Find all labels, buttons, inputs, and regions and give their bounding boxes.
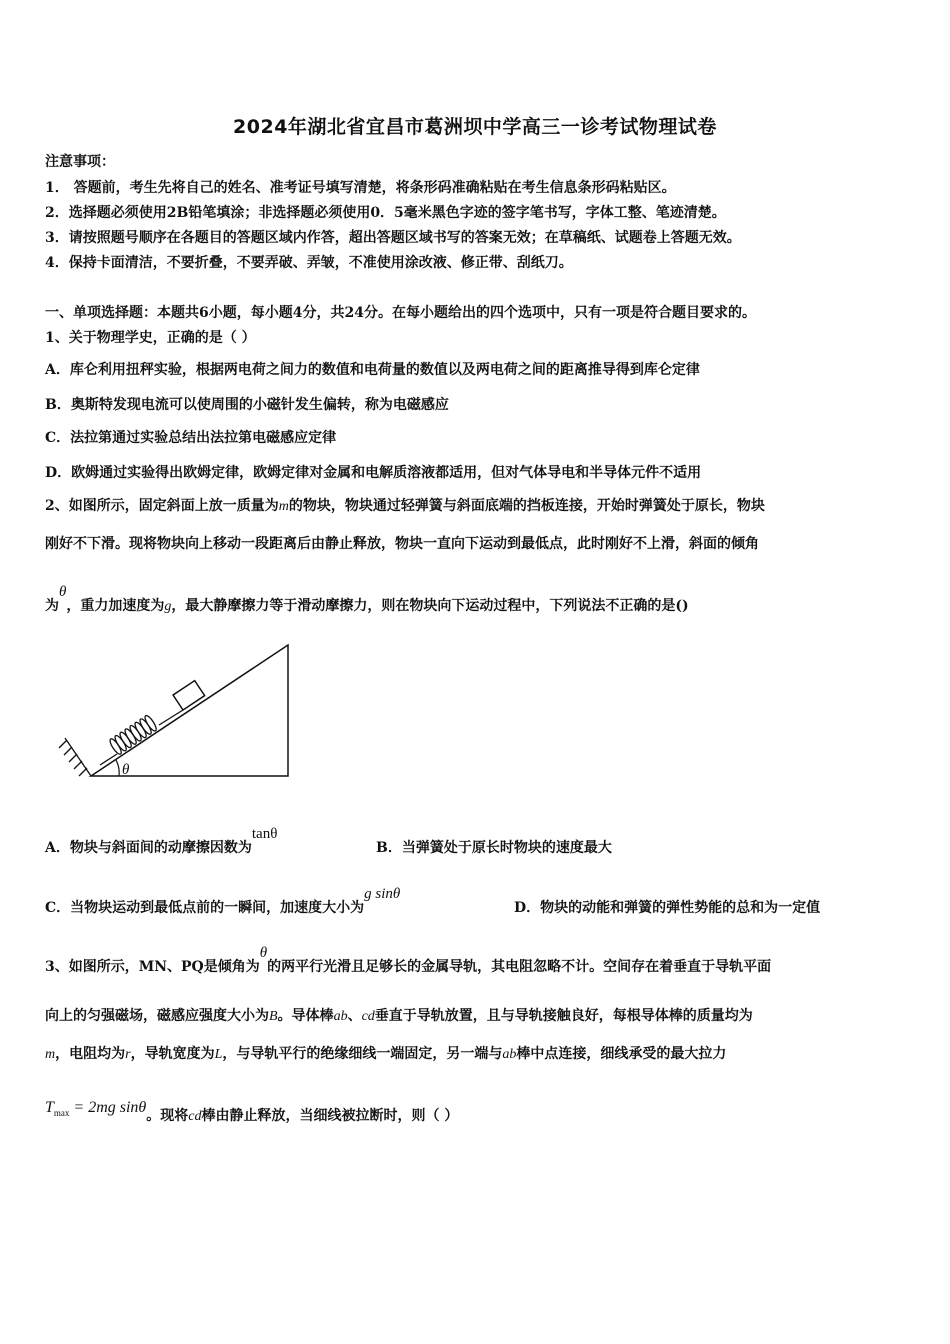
page-title: 2024年湖北省宜昌市葛洲坝中学高三一诊考试物理试卷 (233, 116, 717, 138)
block (173, 681, 205, 710)
section-heading: 一、单项选择题：本题共6小题，每小题4分，共24分。在每小题给出的四个选项中，只有一项是符合题目要求的。 (45, 305, 756, 321)
question-2-line-3 (45, 584, 689, 617)
q3-text: 向上的匀强磁场，磁感应强度大小为 (45, 1008, 269, 1024)
question-1-option-c: C．法拉第通过实验总结出法拉第电磁感应定律 (45, 430, 337, 446)
q2-option-c-text: C．当物块运动到最低点前的一瞬间，加速度大小为 (45, 900, 365, 916)
question-2-line-1 (45, 496, 765, 517)
q2-text: 为 (45, 598, 59, 614)
q3-text: 、 (347, 1008, 362, 1024)
q3-var-ab: ab (502, 1047, 517, 1062)
q3-text: ，导轨宽度为 (130, 1046, 215, 1062)
q3-var-ab: ab (333, 1009, 348, 1024)
q2-text: 的物块，物块通过轻弹簧与斜面底端的挡板连接，开始时弹簧处于原长，物块 (288, 498, 765, 514)
q3-var-l: L (214, 1047, 223, 1062)
q3-var-cd: cd (361, 1009, 375, 1024)
notice-item-3: 3．请按照题号顺序在各题目的答题区域内作答，超出答题区域书写的答案无效；在草稿纸、试题卷上答题无效。 (45, 230, 741, 246)
incline-spring-figure (55, 640, 295, 780)
question-3-line-2 (45, 1006, 753, 1027)
q3-text: ，与导轨平行的绝缘细线一端固定，另一端与 (222, 1046, 503, 1062)
question-2-option-c (45, 886, 401, 918)
q3-text: 3、如图所示，MN、PQ是倾角为 (45, 959, 260, 975)
angle-label: θ (122, 762, 130, 778)
q3-text: 。现将 (146, 1108, 189, 1124)
q2-text: ，最大静摩擦力等于滑动摩擦力，则在物块向下运动过程中，下列说法不正确的是() (171, 598, 689, 614)
question-2-option-d: D．物块的动能和弹簧的弹性势能的总和为一定值 (514, 900, 821, 916)
tmax-expression: = 2mg sinθ (69, 1099, 147, 1116)
question-3-line-1 (45, 945, 772, 977)
angle-arc (116, 760, 119, 776)
q3-text: 的两平行光滑且足够长的金属导轨，其电阻忽略不计。空间存在着垂直于导轨平面 (267, 959, 772, 975)
question-2-option-b: B．当弹簧处于原长时物块的速度最大 (376, 840, 612, 856)
q3-var-m: m (45, 1047, 56, 1062)
question-2-option-a (45, 826, 278, 858)
question-1-stem: 1、关于物理学史，正确的是（ ） (45, 330, 256, 346)
q3-text: 棒中点连接，细线承受的最大拉力 (516, 1046, 727, 1062)
q2-option-a-formula: tanθ (251, 826, 278, 842)
q3-text: 。导体棒 (277, 1008, 334, 1024)
q2-var-g: g (164, 599, 172, 614)
spring (108, 714, 158, 756)
question-1-option-a: A．库仑利用扭秤实验，根据两电荷之间力的数值和电荷量的数值以及两电荷之间的距离推导得到库仑定律 (45, 362, 700, 378)
q2-var-theta: θ (59, 584, 67, 600)
notice-item-2: 2．选择题必须使用2B铅笔填涂；非选择题必须使用0．5毫米黑色字迹的签字笔书写，字体工整、笔迹清楚。 (45, 205, 726, 221)
question-1-option-d: D．欧姆通过实验得出欧姆定律，欧姆定律对金属和电解质溶液都适用，但对气体导电和半导体元件不适用 (45, 465, 702, 481)
question-2-line-2: 刚好不下滑。现将物块向上移动一段距离后由静止释放，物块一直向下运动到最低点，此时刚好不上滑，斜面的倾角 (45, 536, 759, 552)
tmax-formula (45, 1099, 147, 1119)
q2-var-m: m (278, 499, 289, 514)
wall-hatch (59, 738, 91, 776)
incline (91, 645, 288, 776)
question-1-option-b: B．奥斯特发现电流可以使周围的小磁针发生偏转，称为电磁感应 (45, 397, 449, 413)
q3-var-theta: θ (259, 945, 268, 961)
notice-item-4: 4．保持卡面清洁，不要折叠，不要弄破、弄皱，不准使用涂改液、修正带、刮纸刀。 (45, 255, 573, 271)
notice-heading: 注意事项： (45, 154, 115, 170)
q2-option-c-formula: g sinθ (364, 886, 401, 902)
question-3-line-4 (45, 1099, 459, 1131)
question-3-line-3 (45, 1044, 726, 1065)
q3-var-cd: cd (188, 1109, 202, 1124)
q2-text: 2、如图所示，固定斜面上放一质量为 (45, 498, 279, 514)
q3-text: 垂直于导轨放置，且与导轨接触良好，每根导体棒的质量均为 (374, 1008, 753, 1024)
q3-var-r: r (125, 1047, 131, 1062)
tmax-subscript: max (53, 1108, 70, 1119)
notice-item-1: 1． 答题前，考生先将自己的姓名、准考证号填写清楚，将条形码准确粘贴在考生信息条形码粘贴区。 (45, 180, 676, 196)
q2-text: ，重力加速度为 (66, 598, 165, 614)
tmax-symbol: T (45, 1099, 54, 1116)
q3-text: 棒由静止释放，当细线被拉断时，则（ ） (201, 1108, 459, 1124)
q3-text: ，电阻均为 (55, 1046, 126, 1062)
q2-option-a-text: A．物块与斜面间的动摩擦因数为 (45, 840, 252, 856)
q3-var-b: B (269, 1009, 278, 1024)
